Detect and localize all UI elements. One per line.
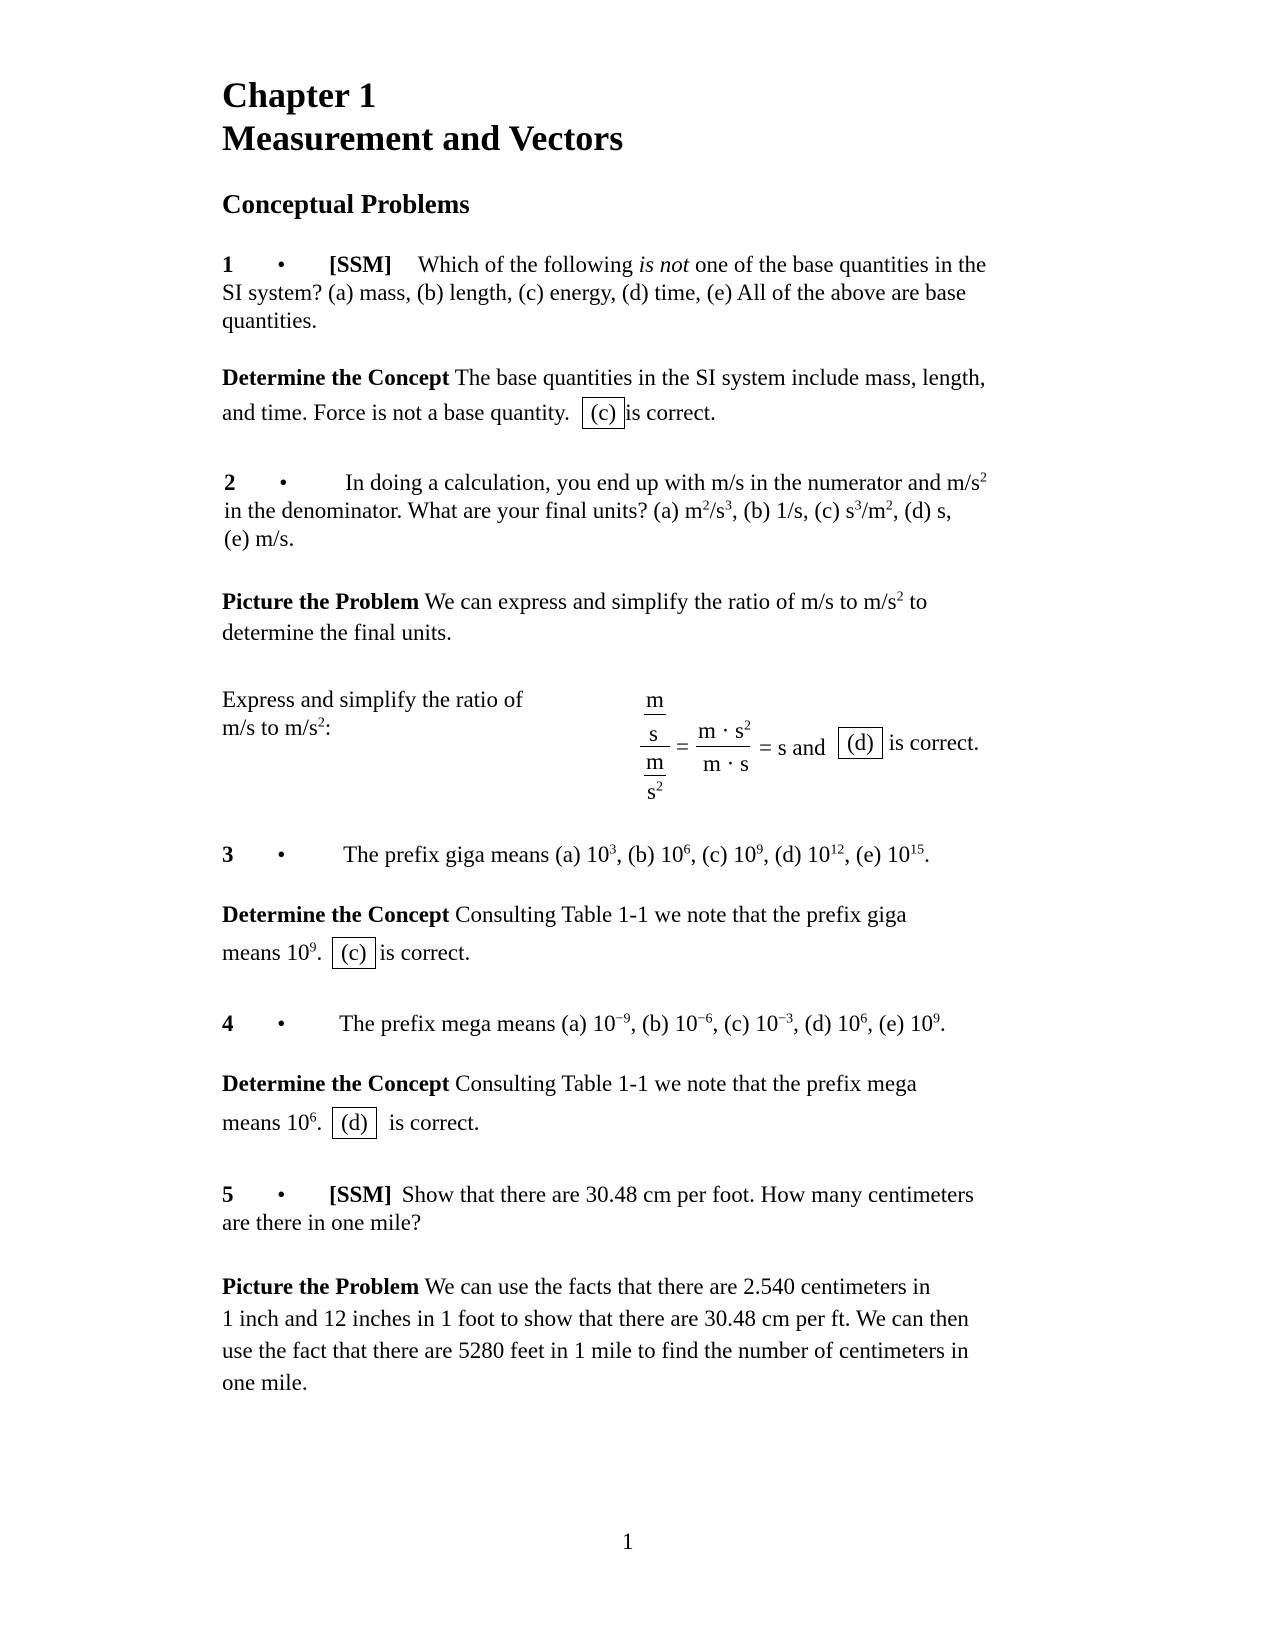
eq-result: = s and xyxy=(759,735,826,760)
problem-4-solution-line-1: Determine the Concept Consulting Table 1-1 we note that the prefix mega xyxy=(222,1071,917,1096)
problem-3-number: 3 xyxy=(222,842,234,867)
eq-numerator-s: s xyxy=(649,721,658,746)
problem-5-solution-line-3: use the fact that there are 5280 feet in 1 mile to find the number of centimeters in xyxy=(222,1338,969,1363)
chapter-number: Chapter 1 xyxy=(222,75,377,115)
problem-5-solution-line-2: 1 inch and 12 inches in 1 foot to show that there are 30.48 cm per ft. We can then xyxy=(222,1306,969,1331)
problem-4-bullet: • xyxy=(277,1011,286,1036)
solution-label: Determine the Concept xyxy=(222,365,450,390)
solution-label: Picture the Problem xyxy=(222,589,420,614)
chapter-title: Measurement and Vectors xyxy=(222,118,624,158)
problem-1-number: 1 xyxy=(222,252,234,277)
problem-1-solution-line-1: Determine the Concept The base quantities in the SI system include mass, length, xyxy=(222,365,986,390)
eq-main-fraction-bar xyxy=(640,746,670,747)
problem-5-ssm-tag: [SSM] xyxy=(329,1182,392,1207)
problem-2-answer-line: (d) is correct. xyxy=(838,727,979,759)
eq-right-denominator: m · s xyxy=(703,751,749,776)
eq-numerator-m: m xyxy=(646,687,664,712)
eq-right-numerator: $m \cdot s^2$ xyxy=(698,718,751,743)
solution-label: Determine the Concept xyxy=(222,1071,450,1096)
problem-3-bullet: • xyxy=(277,842,286,867)
problem-2-step-line-2: m/s to $m/s^2$: xyxy=(222,715,332,740)
problem-5-solution-line-4: one mile. xyxy=(222,1370,308,1395)
problem-1-question-line-1: 1 • [SSM] Which of the following is not one of the base quantities in the xyxy=(222,252,987,277)
problem-1-solution-line-2: and time. Force is not a base quantity. (c) is correct. xyxy=(222,399,716,429)
problem-2-bullet: • xyxy=(279,470,288,495)
problem-2-answer-box: (d) xyxy=(838,727,883,759)
problem-5-number: 5 xyxy=(222,1182,234,1207)
eq-equals-1: = xyxy=(676,734,689,759)
eq-right-fraction-bar xyxy=(696,746,750,747)
problem-1-question-line-3: quantities. xyxy=(222,308,318,333)
solution-label: Picture the Problem xyxy=(222,1274,420,1299)
solution-label: Determine the Concept xyxy=(222,902,450,927)
problem-2-question-line-1: 2 • In doing a calculation, you end up with m/s in the numerator and $m/s^2$ xyxy=(224,470,987,495)
problem-3-answer-box: (c) xyxy=(332,937,376,969)
problem-2-solution-line-1: Picture the Problem We can express and simplify the ratio of m/s to $m/s^2$ to xyxy=(222,589,928,614)
problem-5-question-line-2: are there in one mile? xyxy=(222,1210,422,1235)
page-number: 1 xyxy=(622,1529,634,1554)
problem-4-solution-line-2: means $10^6$. (d) is correct. xyxy=(222,1107,480,1139)
section-title: Conceptual Problems xyxy=(222,189,470,219)
problem-1-question-line-2: SI system? (a) mass, (b) length, (c) energy, (d) time, (e) All of the above are base xyxy=(222,280,967,305)
problem-3-question: 3 • The prefix giga means (a) $10^3$, (b) $10^6$, (c) $10^9$, (d) $10^{12}$, (e) $10^{15}$. xyxy=(222,842,930,867)
problem-3-solution-line-2: means $10^9$. (c) is correct. xyxy=(222,937,470,969)
problem-2-solution-line-2: determine the final units. xyxy=(222,620,452,645)
problem-2-question-line-2: in the denominator. What are your final units? (a) $m^2/s^3$, (b) 1/s, (c) $s^3/m^2$, (d) s, xyxy=(224,498,952,523)
eq-inner-fraction-bar-1 xyxy=(644,714,666,715)
problem-2-question-line-3: (e) m/s. xyxy=(224,526,295,551)
problem-4-number: 4 xyxy=(222,1011,234,1036)
eq-denominator-m: m xyxy=(646,749,664,774)
problem-5-solution-line-1: Picture the Problem We can use the facts that there are 2.540 centimeters in xyxy=(222,1274,931,1299)
problem-1-bullet: • xyxy=(277,252,286,277)
problem-1-ssm-tag: [SSM] xyxy=(329,252,392,277)
eq-inner-fraction-bar-2 xyxy=(644,775,666,776)
problem-4-question: 4 • The prefix mega means (a) $10^{-9}$, (b) $10^{-6}$, (c) $10^{-3}$, (d) $10^6$, (e) $10^9$. xyxy=(222,1011,946,1036)
problem-4-answer-box: (d) xyxy=(332,1107,377,1139)
problem-2-number: 2 xyxy=(224,470,236,495)
problem-1-answer-box: (c) xyxy=(582,397,626,429)
problem-3-solution-line-1: Determine the Concept Consulting Table 1-1 we note that the prefix giga xyxy=(222,902,907,927)
problem-5-question-line-1: 5 • [SSM] Show that there are 30.48 cm per foot. How many centimeters xyxy=(222,1182,974,1207)
problem-2-step-line-1: Express and simplify the ratio of xyxy=(222,687,523,712)
eq-denominator-s2: $s^2$ xyxy=(647,779,663,804)
problem-5-bullet: • xyxy=(277,1182,286,1207)
